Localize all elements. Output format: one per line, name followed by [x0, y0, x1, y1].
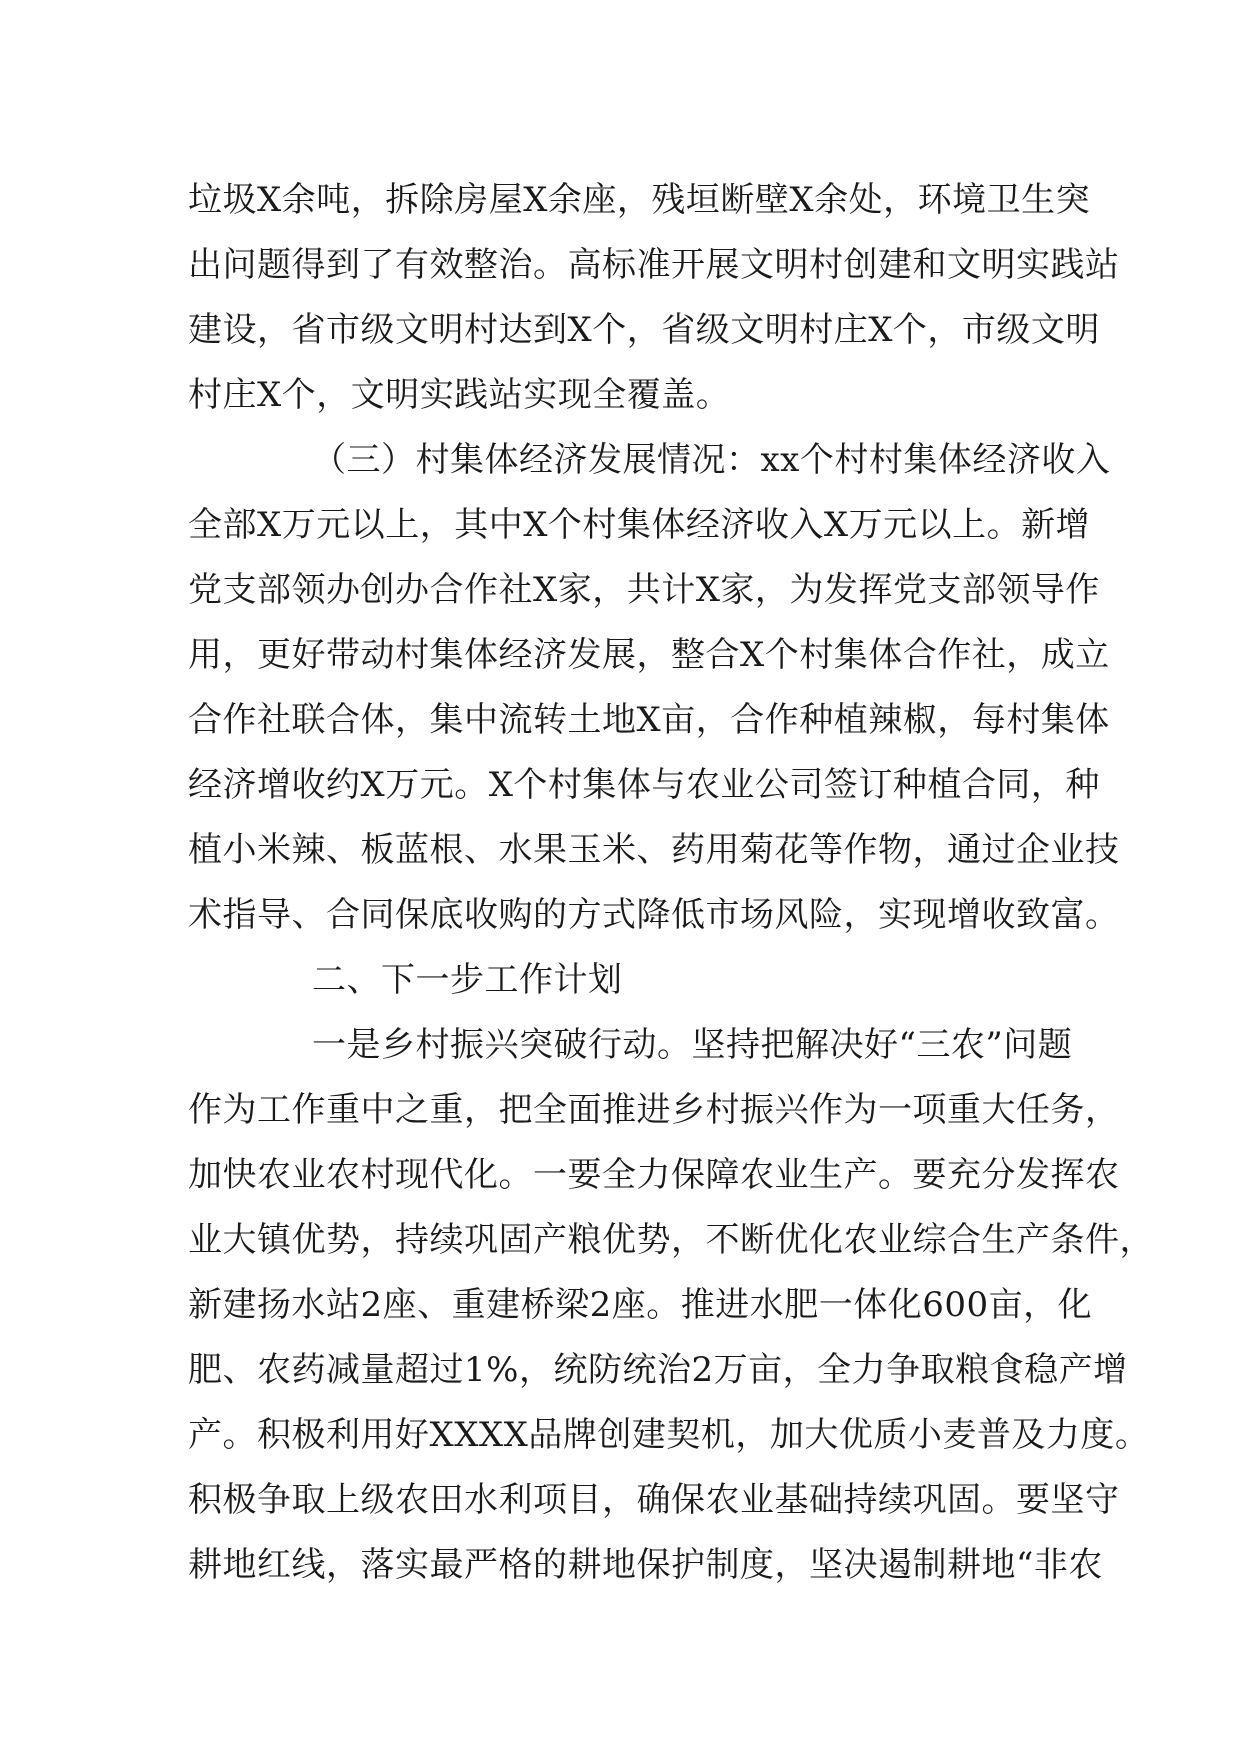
text-line: 积极争取上级农田水利项目，确保农业基础持续巩固。要坚守 [188, 1480, 1120, 1520]
body-text [188, 168, 1154, 1598]
text-line: 肥、农药减量超过1%，统防统治2万亩，全力争取粮食稳产增 [188, 1350, 1128, 1390]
text-line: 合作社联合体，集中流转土地X亩，合作种植辣椒，每村集体 [188, 700, 1110, 740]
section-heading: 二、下一步工作计划 [312, 960, 623, 1000]
text-line: 建设，省市级文明村达到X个，省级文明村庄X个，市级文明 [188, 310, 1100, 350]
text-line: 新建扬水站2座、重建桥梁2座。推进水肥一体化600亩，化 [188, 1285, 1093, 1325]
text-line: 一是乡村振兴突破行动。坚持把解决好“三农”问题 [312, 1025, 1073, 1065]
text-line: 党支部领办创办合作社X家，共计X家，为发挥党支部领导作 [188, 570, 1100, 610]
text-line: 产。积极利用好XXXX品牌创建契机，加大优质小麦普及力度。 [188, 1415, 1150, 1455]
text-line: 植小米辣、板蓝根、水果玉米、药用菊花等作物，通过企业技 [188, 830, 1120, 870]
text-line: 加快农业农村现代化。一要全力保障农业生产。要充分发挥农 [188, 1155, 1120, 1195]
text-line: 作为工作重中之重，把全面推进乡村振兴作为一项重大任务， [188, 1090, 1120, 1130]
text-line: 垃圾X余吨，拆除房屋X余座，残垣断壁X余处，环境卫生突 [188, 180, 1091, 220]
text-line: （三）村集体经济发展情况：xx个村村集体经济收入 [312, 440, 1111, 480]
text-line: 术指导、合同保底收购的方式降低市场风险，实现增收致富。 [188, 895, 1120, 935]
text-line: 经济增收约X万元。X个村集体与农业公司签订种植合同，种 [188, 765, 1100, 805]
text-line: 全部X万元以上，其中X个村集体经济收入X万元以上。新增 [188, 505, 1091, 545]
text-line: 耕地红线，落实最严格的耕地保护制度，坚决遏制耕地“非农 [188, 1545, 1103, 1585]
text-line: 村庄X个，文明实践站实现全覆盖。 [188, 375, 731, 415]
text-line: 业大镇优势，持续巩固产粮优势，不断优化农业综合生产条件， [188, 1220, 1154, 1260]
text-line: 用，更好带动村集体经济发展，整合X个村集体合作社，成立 [188, 635, 1110, 675]
text-line: 出问题得到了有效整治。高标准开展文明村创建和文明实践站 [188, 245, 1120, 285]
